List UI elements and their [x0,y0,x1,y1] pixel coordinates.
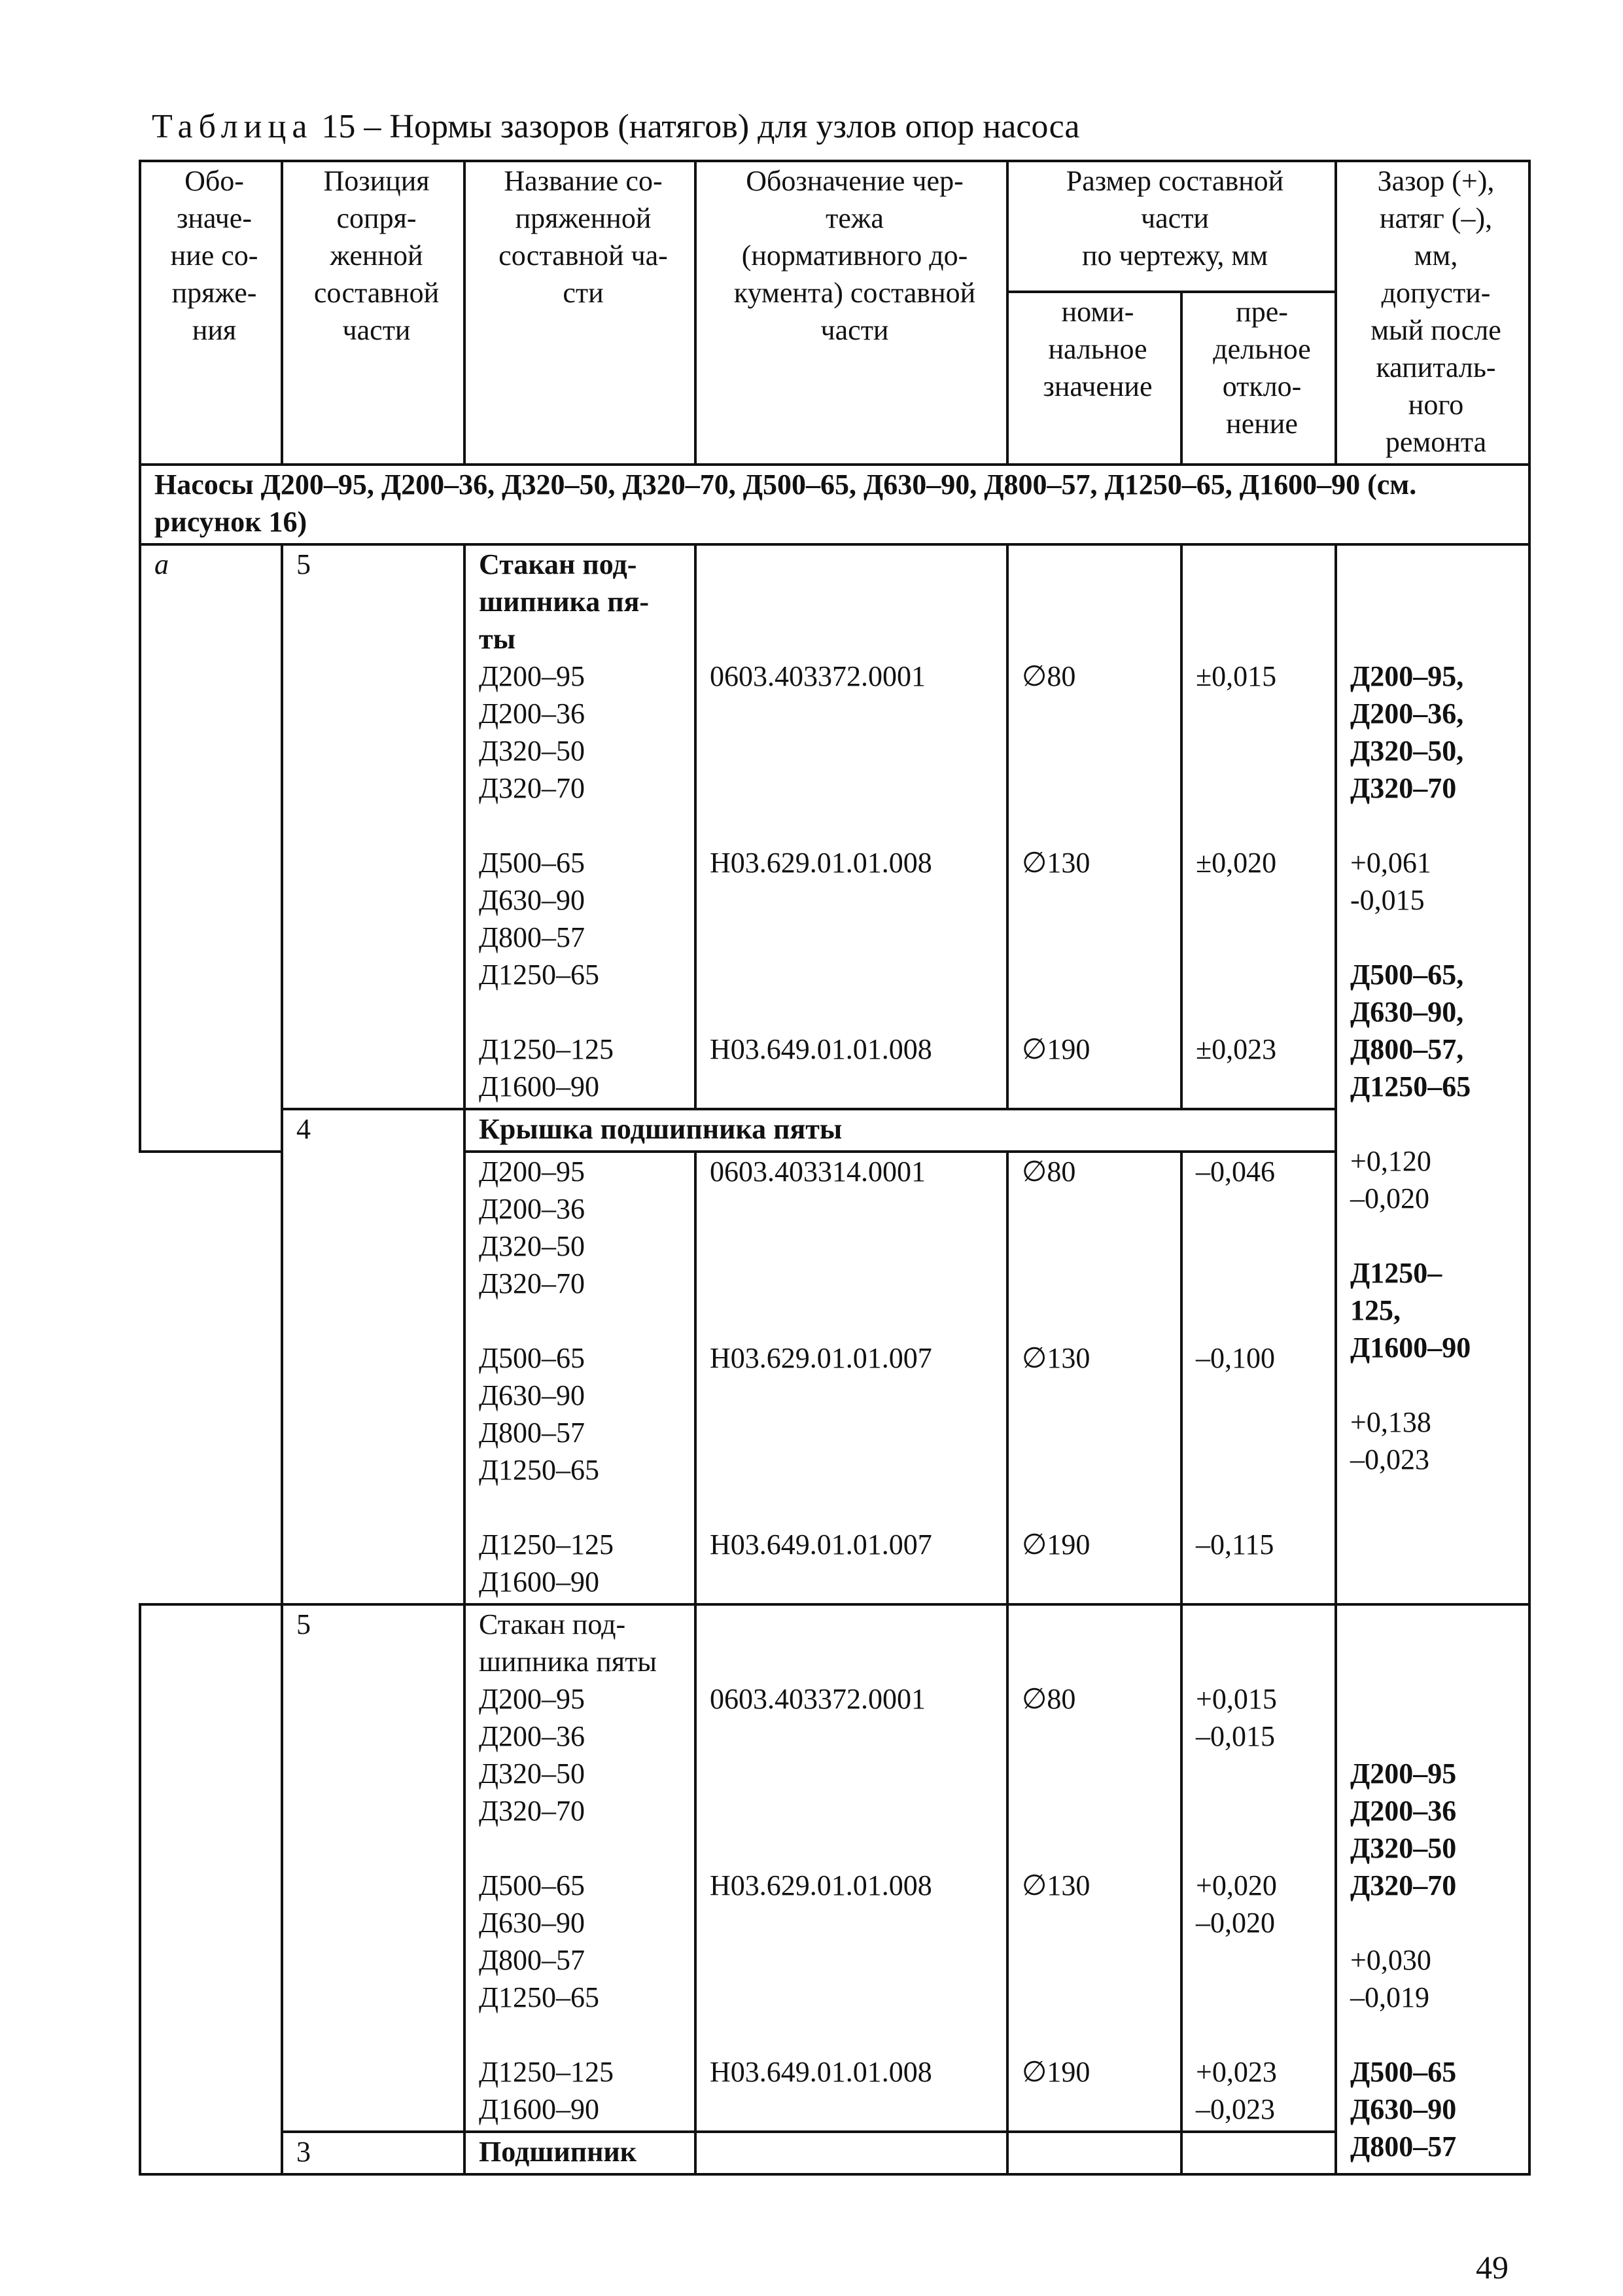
header-drawing-designation: Обозначение чер- тежа (нормативного до- кумента) составной части [695,161,1007,465]
drawing-cell [695,2132,1007,2174]
header-part-name: Название со- пряженной составной ча- сти [464,161,695,465]
header-part-position: Позиция сопря- женной составной части [282,161,464,465]
clearance-value: +0,120 –0,020 [1350,1145,1431,1214]
nominal-value: ∅190 [1022,1033,1091,1065]
part-title: Подшипник [464,2132,695,2174]
mating-mark-continued [140,1152,282,1604]
position-cell: 5 [282,544,464,1109]
pump-group: Д200–95 Д200–36 Д320–50 Д320–70 [479,660,585,804]
nominal-cell [1007,1152,1181,1604]
drawing-number: Н03.629.01.01.007 [710,1342,932,1374]
position-cell: 4 [282,1109,464,1604]
part-name-cell [464,544,695,1109]
nominal-cell [1007,544,1181,1109]
header-nominal-value: номи- нальное значение [1007,292,1181,465]
section-row [140,465,1529,544]
header-row-1 [140,161,1529,292]
clearance-pumps: Д500–65 Д630–90 Д800–57 [1350,2056,1457,2163]
deviation-value: –0,115 [1196,1528,1274,1561]
drawing-number: Н03.629.01.01.008 [710,1869,932,1901]
nominal-value: ∅80 [1022,1156,1076,1188]
pump-group: Д500–65 Д630–90 Д800–57 Д1250–65 [479,847,600,991]
part-name-cell [464,1152,695,1604]
nominal-cell [1007,1604,1181,2132]
drawing-number: 0603.403314.0001 [710,1156,926,1188]
clearance-pumps: Д200–95, Д200–36, Д320–50, Д320–70 [1350,660,1464,804]
deviation-value: +0,023 –0,023 [1196,2056,1277,2125]
clearance-norms-table [139,160,1531,2176]
deviation-cell [1181,544,1336,1109]
deviation-value: –0,100 [1196,1342,1275,1374]
deviation-value: +0,020 –0,020 [1196,1869,1277,1939]
nominal-value: ∅130 [1022,1342,1091,1374]
part-title: Стакан под- шипника пяты [479,1608,657,1678]
deviation-value: ±0,023 [1196,1033,1277,1065]
table-row [140,544,1529,1109]
drawing-cell [695,1152,1007,1604]
nominal-value: ∅190 [1022,1528,1091,1561]
pump-group: Д200–95 Д200–36 Д320–50 Д320–70 [479,1156,585,1299]
drawing-number: Н03.649.01.01.008 [710,1033,932,1065]
clearance-pumps: Д200–95 Д200–36 Д320–50 Д320–70 [1350,1757,1457,1901]
table-caption [152,110,1079,144]
drawing-cell [695,544,1007,1109]
clearance-value: +0,138 –0,023 [1350,1406,1431,1475]
pump-group: Д1250–125 Д1600–90 [479,1033,614,1103]
pump-group: Д200–95 Д200–36 Д320–50 Д320–70 [479,1683,585,1827]
pump-group: Д500–65 Д630–90 Д800–57 Д1250–65 [479,1342,600,1486]
deviation-cell [1181,1152,1336,1604]
part-title: Крышка подшипника пяты [464,1109,1336,1152]
table-row [140,1604,1529,2132]
drawing-number: 0603.403372.0001 [710,1683,926,1715]
clearance-value: +0,030 –0,019 [1350,1944,1431,2013]
nominal-value: ∅190 [1022,2056,1091,2088]
header-limit-deviation: пре- дельное откло- нение [1181,292,1336,465]
nominal-value: ∅80 [1022,660,1076,692]
deviation-value: ±0,020 [1196,847,1277,879]
deviation-cell [1181,1604,1336,2132]
drawing-number: Н03.629.01.01.008 [710,847,932,879]
caption-text: 15 – Нормы зазоров (натягов) для узлов опор насоса [313,108,1080,145]
nominal-value: ∅130 [1022,847,1091,879]
drawing-cell [695,1604,1007,2132]
nominal-cell [1007,2132,1181,2174]
pump-group: Д1250–125 Д1600–90 [479,2056,614,2125]
drawing-number: 0603.403372.0001 [710,660,926,692]
position-cell: 5 [282,1604,464,2132]
header-part-size: Размер составной части по чертежу, мм [1007,161,1336,292]
page-number: 49 [1476,2249,1509,2286]
part-title: Стакан под- шипника пя- ты [479,548,650,655]
drawing-number: Н03.649.01.01.007 [710,1528,932,1561]
clearance-value: +0,061 -0,015 [1350,847,1431,916]
nominal-value: ∅80 [1022,1683,1076,1715]
nominal-value: ∅130 [1022,1869,1091,1901]
clearance-cell [1336,544,1529,1604]
clearance-pumps: Д1250– 125, Д1600–90 [1350,1257,1471,1364]
clearance-pumps: Д500–65, Д630–90, Д800–57, Д1250–65 [1350,959,1471,1103]
deviation-value: –0,046 [1196,1156,1275,1188]
table-row [140,1109,1529,1152]
drawing-number: Н03.649.01.01.008 [710,2056,932,2088]
deviation-value: +0,015 –0,015 [1196,1683,1277,1752]
header-mating-designation: Обо- значе- ние со- пряже- ния [140,161,282,465]
part-name-cell [464,1604,695,2132]
pump-group: Д500–65 Д630–90 Д800–57 Д1250–65 [479,1869,600,2013]
deviation-value: ±0,015 [1196,660,1277,692]
table-row [140,2132,1529,2174]
pump-group: Д1250–125 Д1600–90 [479,1528,614,1598]
section-title: Насосы Д200–95, Д200–36, Д320–50, Д320–70, Д500–65, Д630–90, Д800–57, Д1250–65, Д1600–90 (см. рисунок 16) [140,465,1529,544]
mating-mark [140,1604,282,2174]
deviation-cell [1181,2132,1336,2174]
mating-mark: а [140,544,282,1152]
position-cell: 3 [282,2132,464,2174]
header-clearance: Зазор (+), натяг (–), мм, допусти- мый после капиталь- ного ремонта [1336,161,1529,465]
clearance-cell [1336,1604,1529,2174]
caption-prefix: Таблица [152,108,313,145]
